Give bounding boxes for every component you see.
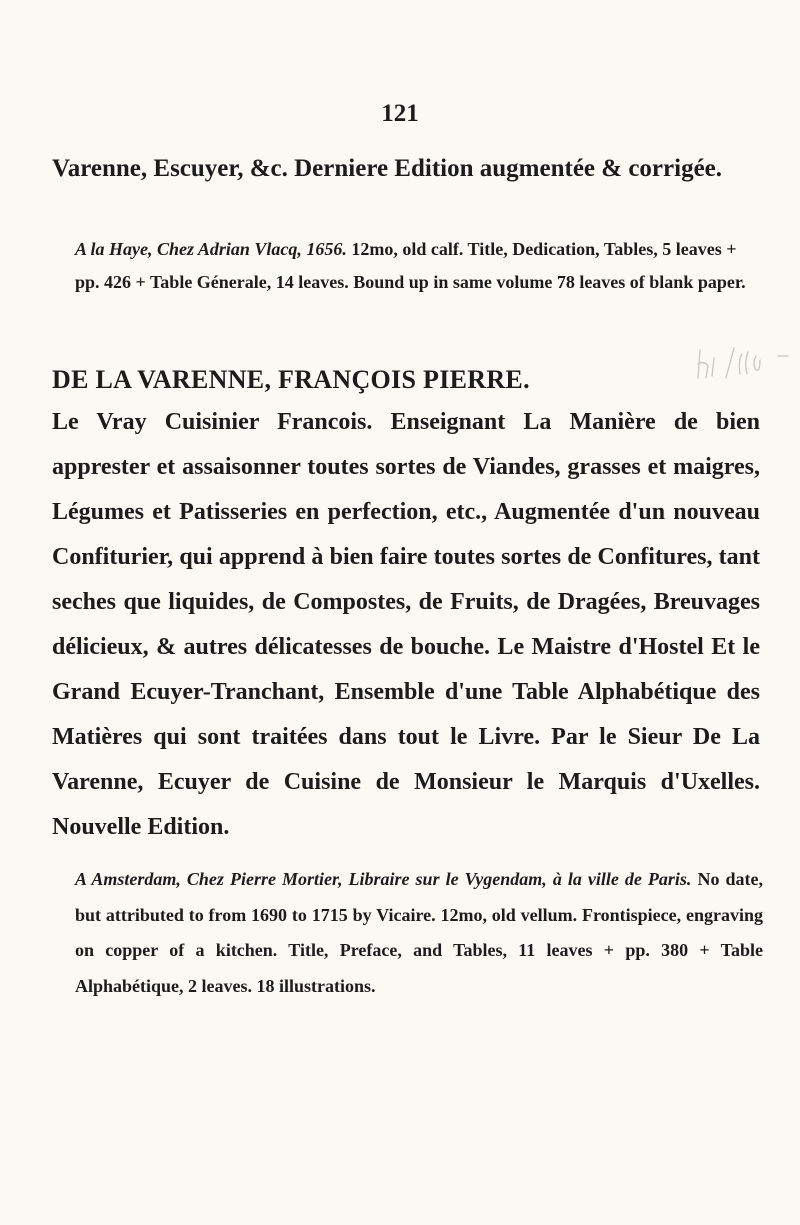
entry-1-imprint: A la Haye, Chez Adrian Vlacq, 1656. xyxy=(75,239,347,259)
entry-2-heading: DE LA VARENNE, FRANÇOIS PIERRE. xyxy=(52,365,530,394)
entry-2-note xyxy=(75,862,763,1004)
entry-2-imprint: A Amsterdam, Chez Pierre Mortier, Libraire sur le Vygendam, à la ville de Paris. xyxy=(75,869,692,889)
entry-1-note xyxy=(75,233,763,299)
entry-1-title: Varenne, Escuyer, &c. Derniere Edition augmentée & corrigée. xyxy=(52,155,723,182)
page-number: 121 xyxy=(381,100,419,127)
entry-2-title: Le Vray Cuisinier Francois. Enseignant La Manière de bien apprester et assaisonner toutes sortes de Viandes, grasses et maigres, Légumes et Patisseries en perfection, etc., Augmentée d'un nouveau Confiturier, qui apprend à bien faire toutes sortes de Confitures, tant seches que liquides, de Compostes, de Fruits, de Dragées, Breuvages délicieux, & autres délicatesses de bouche. Le Maistre d'Hostel Et le Grand Ecuyer-Tranchant, Ensemble d'une Table Alphabétique des Matières qui sont traitées dans tout le Livre. Par le Sieur De La Varenne, Ecuyer de Cuisine de Monsieur le Marquis d'Uxelles. Nouvelle Edition. xyxy=(52,409,760,840)
entry-1-description: 12mo, old calf. Title, Dedication, Tables, 5 leaves + pp. 426 + Table Génerale, 14 leaves. Bound up in same volume 78 leaves of blank paper. xyxy=(75,239,746,292)
entry-2-description: No date, but attributed to from 1690 to 1715 by Vicaire. 12mo, old vellum. Frontispiece, engraving on copper of a kitchen. Title, Preface, and Tables, 11 leaves + pp. 380 + Table Alphabétique, 2 leaves. 18 illustrations. xyxy=(75,869,763,996)
